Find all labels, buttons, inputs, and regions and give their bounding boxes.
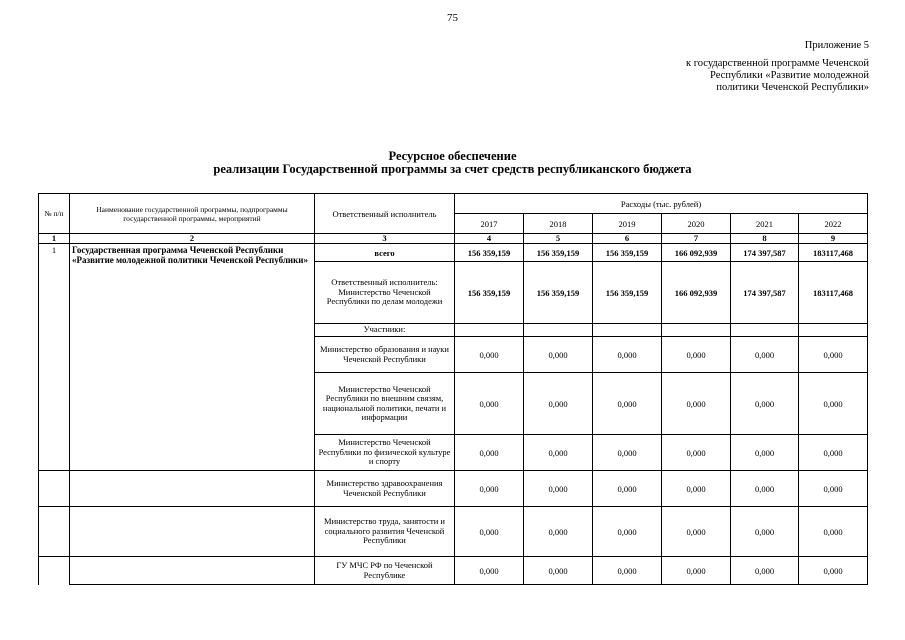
value-cell: 0,000 — [662, 471, 731, 507]
header-expenses: Расходы (тыс. рублей) — [455, 194, 868, 214]
value-cell — [593, 324, 662, 337]
table-row — [39, 471, 868, 507]
executor-cell: Министерство труда, занятости и социального развития Чеченской Республики — [315, 507, 455, 557]
executor-cell: Министерство образования и науки Чеченской Республики — [315, 337, 455, 373]
value-cell: 156 359,159 — [455, 244, 524, 262]
value-cell: 0,000 — [593, 435, 662, 471]
value-cell: 0,000 — [455, 471, 524, 507]
value-cell: 0,000 — [799, 557, 868, 585]
value-cell: 0,000 — [731, 435, 799, 471]
value-cell: 0,000 — [455, 507, 524, 557]
value-cell: 0,000 — [524, 507, 593, 557]
program-num: 1 — [39, 244, 70, 471]
value-cell: 0,000 — [593, 557, 662, 585]
value-cell: 166 092,939 — [662, 262, 731, 324]
empty-cell — [39, 557, 70, 585]
executor-cell: Министерство Чеченской Республики по физической культуре и спорту — [315, 435, 455, 471]
header-year: 2021 — [731, 214, 799, 234]
executor-cell: Участники: — [315, 324, 455, 337]
value-cell: 174 397,587 — [731, 262, 799, 324]
value-cell: 0,000 — [799, 435, 868, 471]
value-cell: 156 359,159 — [524, 262, 593, 324]
value-cell: 0,000 — [662, 557, 731, 585]
value-cell: 0,000 — [662, 337, 731, 373]
value-cell: 183117,468 — [799, 262, 868, 324]
value-cell — [455, 324, 524, 337]
column-number: 4 — [455, 234, 524, 244]
appendix-header — [686, 40, 869, 94]
header-year: 2020 — [662, 214, 731, 234]
value-cell: 0,000 — [662, 373, 731, 435]
value-cell: 0,000 — [593, 373, 662, 435]
value-cell: 0,000 — [593, 337, 662, 373]
value-cell: 156 359,159 — [593, 244, 662, 262]
value-cell: 0,000 — [455, 337, 524, 373]
resource-table — [38, 193, 868, 585]
header-year: 2017 — [455, 214, 524, 234]
column-number: 1 — [39, 234, 70, 244]
value-cell: 166 092,939 — [662, 244, 731, 262]
header-executor: Ответственный исполнитель — [315, 194, 455, 234]
appendix-line: Республики «Развитие молодежной — [710, 70, 869, 81]
value-cell: 0,000 — [799, 471, 868, 507]
empty-cell — [70, 557, 315, 585]
value-cell: 0,000 — [731, 507, 799, 557]
value-cell: 0,000 — [799, 337, 868, 373]
value-cell — [799, 324, 868, 337]
value-cell: 0,000 — [799, 373, 868, 435]
column-number: 3 — [315, 234, 455, 244]
value-cell: 156 359,159 — [524, 244, 593, 262]
value-cell: 0,000 — [662, 507, 731, 557]
empty-cell — [70, 507, 315, 557]
value-cell: 174 397,587 — [731, 244, 799, 262]
value-cell: 156 359,159 — [593, 262, 662, 324]
executor-cell: ГУ МЧС РФ по Чеченской Республике — [315, 557, 455, 585]
program-name: Государственная программа Чеченской Республики «Развитие молодежной политики Чеченской Республики» — [70, 244, 315, 471]
value-cell: 0,000 — [524, 373, 593, 435]
document-title — [0, 150, 905, 176]
value-cell — [524, 324, 593, 337]
column-number: 8 — [731, 234, 799, 244]
value-cell: 0,000 — [455, 557, 524, 585]
empty-cell — [39, 471, 70, 507]
value-cell: 0,000 — [524, 337, 593, 373]
executor-cell: Ответственный исполнитель: Министерство Чеченской Республики по делам молодежи — [315, 262, 455, 324]
column-number: 7 — [662, 234, 731, 244]
value-cell: 0,000 — [524, 435, 593, 471]
column-number-row — [39, 234, 868, 244]
table-row — [39, 557, 868, 585]
header-num: № п/п — [39, 194, 70, 234]
page-number: 75 — [447, 12, 458, 24]
value-cell: 0,000 — [731, 373, 799, 435]
title-line-2: реализации Государственной программы за счет средств республиканского бюджета — [213, 162, 692, 176]
value-cell: 156 359,159 — [455, 262, 524, 324]
empty-cell — [70, 471, 315, 507]
executor-cell: Министерство Чеченской Республики по внешним связям, национальной политики, печати и информации — [315, 373, 455, 435]
column-number: 2 — [70, 234, 315, 244]
title-line-1: Ресурсное обеспечение — [388, 149, 517, 163]
header-year: 2018 — [524, 214, 593, 234]
value-cell: 0,000 — [593, 471, 662, 507]
value-cell: 0,000 — [731, 337, 799, 373]
value-cell: 0,000 — [455, 373, 524, 435]
value-cell: 0,000 — [593, 507, 662, 557]
executor-cell: всего — [315, 244, 455, 262]
column-number: 9 — [799, 234, 868, 244]
value-cell: 0,000 — [731, 471, 799, 507]
value-cell — [731, 324, 799, 337]
table-row — [39, 244, 868, 262]
header-year: 2019 — [593, 214, 662, 234]
value-cell: 183117,468 — [799, 244, 868, 262]
value-cell: 0,000 — [524, 471, 593, 507]
column-number: 5 — [524, 234, 593, 244]
value-cell: 0,000 — [799, 507, 868, 557]
appendix-line: политики Чеченской Республики» — [716, 82, 869, 93]
value-cell — [662, 324, 731, 337]
appendix-line: к государственной программе Чеченской — [686, 58, 869, 69]
column-number: 6 — [593, 234, 662, 244]
value-cell: 0,000 — [662, 435, 731, 471]
value-cell: 0,000 — [524, 557, 593, 585]
empty-cell — [39, 507, 70, 557]
value-cell: 0,000 — [731, 557, 799, 585]
executor-cell: Министерство здравоохранения Чеченской Республики — [315, 471, 455, 507]
value-cell: 0,000 — [455, 435, 524, 471]
appendix-label: Приложение 5 — [804, 40, 869, 51]
header-year: 2022 — [799, 214, 868, 234]
table-row — [39, 507, 868, 557]
header-name: Наименование государственной программы, подпрограммы государственной программы, мероприятий — [70, 194, 315, 234]
